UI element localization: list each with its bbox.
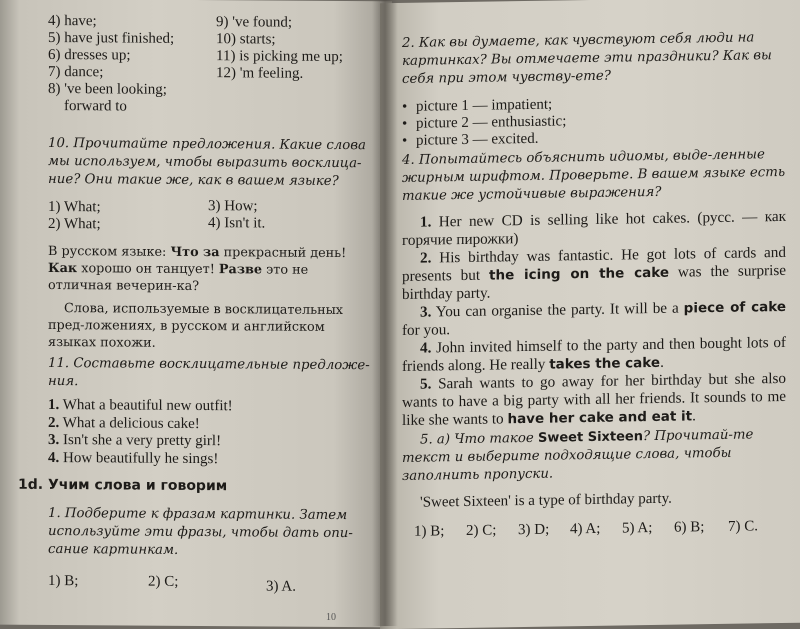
- answer-line: 11) is picking me up;: [216, 48, 343, 66]
- russian-example-text: прекрасный день!: [219, 245, 347, 262]
- answer-line: 2) C;: [148, 573, 179, 590]
- exercise-1-answers: [48, 573, 370, 597]
- answer-line: 2) C;: [466, 522, 497, 539]
- exercise-11-instruction: 11. Составьте восклицательные предложе-ния.: [48, 355, 370, 390]
- item-number: 2.: [420, 249, 432, 267]
- list-item: • picture 3 — excited.: [416, 127, 786, 150]
- item-text: Her new CD is selling like hot cakes. (русс. — как горячие пирожки): [402, 207, 786, 249]
- item-text: was the surprise birthday party.: [402, 261, 786, 303]
- russian-word-bold: Разве: [218, 262, 263, 278]
- idiom-bold: takes the cake: [549, 354, 661, 373]
- top-answers-col2: [216, 14, 392, 83]
- idiom-bold: the icing on the cake: [489, 264, 669, 284]
- answer-line: 7) dance;: [48, 63, 104, 81]
- section-heading: 1d. Учим слова и говорим: [18, 476, 228, 495]
- answer-line: 6) B;: [674, 519, 705, 536]
- exercise-5-answers: [402, 518, 786, 546]
- item-text: His birthday was fantastic. He got lots of cards and presents but: [402, 243, 786, 285]
- list-item: [48, 397, 370, 417]
- right-page: [380, 0, 800, 629]
- idiom-item: [402, 370, 786, 430]
- answer-line: 5) A;: [622, 520, 653, 537]
- idiom-item: [402, 298, 786, 340]
- item-text: What a delicious cake!: [59, 414, 200, 432]
- item-number: 1.: [48, 396, 60, 414]
- exercise-1-instruction: 1. Подберите к фразам картинки. Затем используйте эти фразы, чтобы дать опи-сание картинкам.: [48, 505, 353, 558]
- answer-line: 8) 've been looking;: [48, 80, 167, 98]
- item-text: Isn't she a very pretty girl!: [59, 432, 222, 450]
- answer-line: 10) starts;: [216, 31, 276, 48]
- exercise-5-suffix: ? Прочитай-те текст и выберите подходящие слова, чтобы заполнить пропуски.: [402, 427, 754, 484]
- answer-line: 9) 've found;: [216, 14, 293, 31]
- russian-word-bold: Что за: [170, 244, 220, 261]
- top-answers: [48, 13, 370, 123]
- russian-example-text: это не отличная вечерин-ка?: [48, 262, 309, 295]
- answer-line: 1) B;: [414, 523, 445, 540]
- russian-example-text: хорошо он танцует!: [77, 261, 219, 278]
- item-number: 3.: [420, 303, 432, 321]
- item-text: You can organise the party. It will be a: [431, 299, 684, 321]
- answer-line: 1) B;: [48, 572, 79, 590]
- exercise-11-answers: [48, 397, 370, 469]
- item-text: John invited himself to the party and then bought lots of friends along. He really: [402, 333, 786, 375]
- exercise-5-prefix: 5. а) Что такое: [420, 430, 538, 448]
- answer-line: forward to: [64, 98, 127, 115]
- russian-examples-prefix: В русском языке:: [48, 243, 171, 260]
- item-number: 4.: [420, 339, 432, 357]
- answer-line: 6) dresses up;: [48, 46, 131, 64]
- idiom-item: [402, 244, 786, 304]
- idiom-item: [402, 208, 786, 250]
- answer-line: 4) Isn't it.: [208, 215, 266, 232]
- exercise-5-instruction: [402, 426, 786, 486]
- list-item: [48, 414, 370, 434]
- answer-line: 4) A;: [570, 520, 601, 538]
- list-item: [48, 449, 370, 469]
- item-text: for you.: [402, 321, 451, 339]
- russian-examples: [48, 243, 370, 296]
- item-text: What a beautiful new outfit!: [59, 397, 233, 415]
- answer-line: 12) 'm feeling.: [216, 65, 304, 82]
- book-gutter: [372, 0, 398, 626]
- page-number: 10: [326, 612, 336, 623]
- top-answers-col1: [48, 13, 208, 116]
- idiom-bold: have her cake and eat it: [507, 408, 693, 428]
- answer-line: 2) What;: [48, 215, 101, 233]
- exercise-4-instruction: 4. Попытайтесь объяснить идиомы, выде-ленные жирным шрифтом. Проверьте. В вашем языке есть такие же устойчивые выражения?: [402, 147, 786, 204]
- list-item: • picture 2 — enthusiastic;: [416, 110, 786, 133]
- answer-line: 3) How;: [208, 198, 258, 215]
- answer-line: 4) have;: [48, 12, 97, 30]
- sweet-sixteen-bold: Sweet Sixteen: [537, 429, 644, 446]
- item-text: .: [660, 353, 664, 371]
- left-page: [0, 0, 392, 627]
- idiom-item: [402, 334, 786, 376]
- exercise-10-instruction: 10. Прочитайте предложения. Какие слова мы используем, чтобы выразить восклица-ние? Они такие же, как в вашем языке?: [48, 135, 366, 189]
- answer-line: 5) have just finished;: [48, 29, 175, 47]
- exercise-10-answers: [48, 199, 370, 237]
- item-number: 5.: [420, 375, 432, 393]
- answer-line: 3) D;: [518, 521, 550, 539]
- list-item: [48, 432, 370, 452]
- idiom-bold: piece of cake: [683, 298, 786, 317]
- exercise-2-answers: [402, 93, 786, 150]
- russian-word-bold: Как: [48, 260, 78, 277]
- answer-line: 7) C.: [728, 518, 758, 535]
- item-text: How beautifully he sings!: [59, 449, 219, 467]
- conclusion-paragraph: Слова, используемые в восклицательных пред-ложениях, в русском и английском языках похожи.: [48, 301, 344, 351]
- sweet-sixteen-sentence: 'Sweet Sixteen' is a type of birthday party.: [420, 490, 672, 511]
- answer-line: 1) What;: [48, 198, 101, 216]
- list-item: • picture 1 — impatient;: [416, 93, 786, 116]
- item-text: Sarah wants to go away for her birthday but she also wants to have a big party with all her friends. It sounds to me like she wants to: [402, 369, 786, 429]
- item-text: .: [692, 407, 696, 425]
- item-number: 2.: [48, 414, 60, 431]
- exercise-4-items: [402, 208, 786, 430]
- item-number: 3.: [48, 431, 60, 449]
- answer-line: 3) A.: [266, 578, 296, 595]
- item-number: 1.: [420, 213, 432, 231]
- item-number: 4.: [48, 449, 60, 466]
- exercise-2-instruction: 2. Как вы думаете, как чувствуют себя люди на картинках? Вы отмечаете эти праздники? Как вы себя при этом чувству-ете?: [402, 30, 772, 87]
